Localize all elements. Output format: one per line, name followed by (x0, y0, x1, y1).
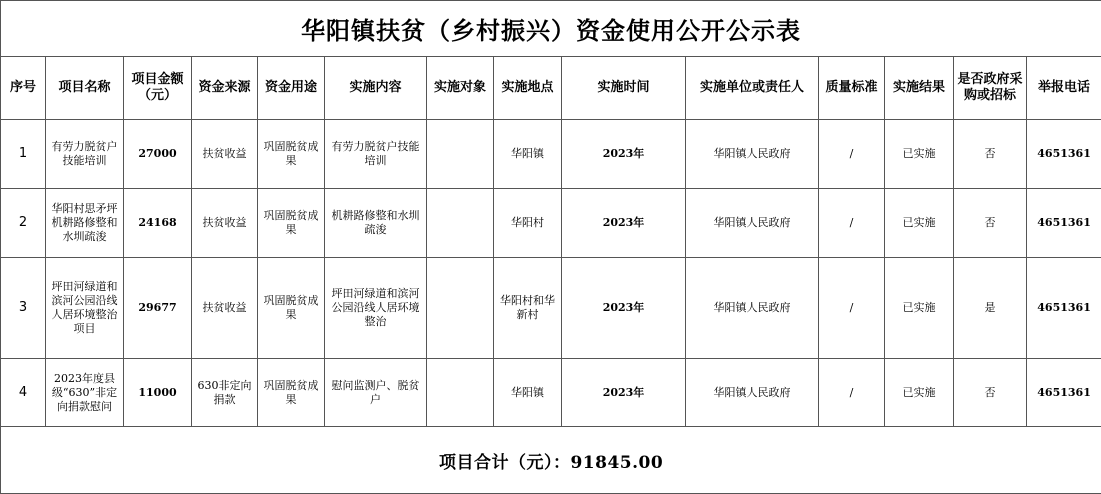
cell-unit: 华阳镇人民政府 (686, 189, 819, 258)
table-title: 华阳镇扶贫（乡村振兴）资金使用公开公示表 (1, 1, 1101, 57)
table-row (1, 120, 1101, 189)
col-header-quality: 质量标准 (819, 57, 885, 120)
cell-amount: 27000 (124, 120, 192, 189)
cell-result: 已实施 (885, 258, 954, 359)
cell-seq: 3 (1, 258, 46, 359)
cell-result: 已实施 (885, 189, 954, 258)
cell-amount: 11000 (124, 359, 192, 427)
cell-name: 2023年度县级“630”非定向捐款慰问 (46, 359, 124, 427)
cell-phone: 4651361 (1027, 189, 1101, 258)
col-header-phone: 举报电话 (1027, 57, 1101, 120)
cell-unit: 华阳镇人民政府 (686, 258, 819, 359)
col-header-source: 资金来源 (192, 57, 258, 120)
col-header-name: 项目名称 (46, 57, 124, 120)
table-row (1, 258, 1101, 359)
table-row (1, 359, 1101, 427)
cell-time: 2023年 (562, 189, 686, 258)
cell-location: 华阳镇 (494, 120, 562, 189)
cell-procurement: 是 (954, 258, 1027, 359)
cell-use: 巩固脱贫成果 (258, 359, 325, 427)
cell-amount: 29677 (124, 258, 192, 359)
col-header-procurement: 是否政府采购或招标 (954, 57, 1027, 120)
cell-amount: 24168 (124, 189, 192, 258)
col-header-content: 实施内容 (325, 57, 427, 120)
col-header-target: 实施对象 (427, 57, 494, 120)
cell-quality: / (819, 120, 885, 189)
header-row (1, 57, 1101, 120)
cell-location: 华阳村和华新村 (494, 258, 562, 359)
cell-source: 630非定向捐款 (192, 359, 258, 427)
cell-location: 华阳镇 (494, 359, 562, 427)
cell-name: 坪田河绿道和滨河公园沿线人居环境整治项目 (46, 258, 124, 359)
cell-use: 巩固脱贫成果 (258, 120, 325, 189)
col-header-result: 实施结果 (885, 57, 954, 120)
cell-procurement: 否 (954, 189, 1027, 258)
cell-time: 2023年 (562, 120, 686, 189)
cell-result: 已实施 (885, 359, 954, 427)
col-header-location: 实施地点 (494, 57, 562, 120)
cell-use: 巩固脱贫成果 (258, 258, 325, 359)
table-row (1, 189, 1101, 258)
cell-use: 巩固脱贫成果 (258, 189, 325, 258)
cell-seq: 2 (1, 189, 46, 258)
cell-name: 有劳力脱贫户技能培训 (46, 120, 124, 189)
cell-content: 机耕路修整和水圳疏浚 (325, 189, 427, 258)
total-row: 项目合计（元）：91845.00 (1, 427, 1101, 494)
cell-phone: 4651361 (1027, 359, 1101, 427)
cell-quality: / (819, 189, 885, 258)
cell-time: 2023年 (562, 359, 686, 427)
cell-phone: 4651361 (1027, 258, 1101, 359)
col-header-seq: 序号 (1, 57, 46, 120)
cell-source: 扶贫收益 (192, 258, 258, 359)
cell-seq: 4 (1, 359, 46, 427)
col-header-amount: 项目金额（元） (124, 57, 192, 120)
cell-name: 华阳村思矛坪机耕路修整和水圳疏浚 (46, 189, 124, 258)
cell-unit: 华阳镇人民政府 (686, 359, 819, 427)
cell-quality: / (819, 359, 885, 427)
cell-content: 有劳力脱贫户技能培训 (325, 120, 427, 189)
cell-target (427, 189, 494, 258)
col-header-time: 实施时间 (562, 57, 686, 120)
cell-source: 扶贫收益 (192, 120, 258, 189)
cell-quality: / (819, 258, 885, 359)
cell-target (427, 258, 494, 359)
cell-procurement: 否 (954, 359, 1027, 427)
cell-location: 华阳村 (494, 189, 562, 258)
cell-content: 慰问监测户、脱贫户 (325, 359, 427, 427)
cell-source: 扶贫收益 (192, 189, 258, 258)
cell-phone: 4651361 (1027, 120, 1101, 189)
cell-content: 坪田河绿道和滨河公园沿线人居环境整治 (325, 258, 427, 359)
cell-procurement: 否 (954, 120, 1027, 189)
cell-target (427, 120, 494, 189)
cell-seq: 1 (1, 120, 46, 189)
cell-result: 已实施 (885, 120, 954, 189)
cell-unit: 华阳镇人民政府 (686, 120, 819, 189)
cell-target (427, 359, 494, 427)
col-header-unit: 实施单位或责任人 (686, 57, 819, 120)
col-header-use: 资金用途 (258, 57, 325, 120)
cell-time: 2023年 (562, 258, 686, 359)
